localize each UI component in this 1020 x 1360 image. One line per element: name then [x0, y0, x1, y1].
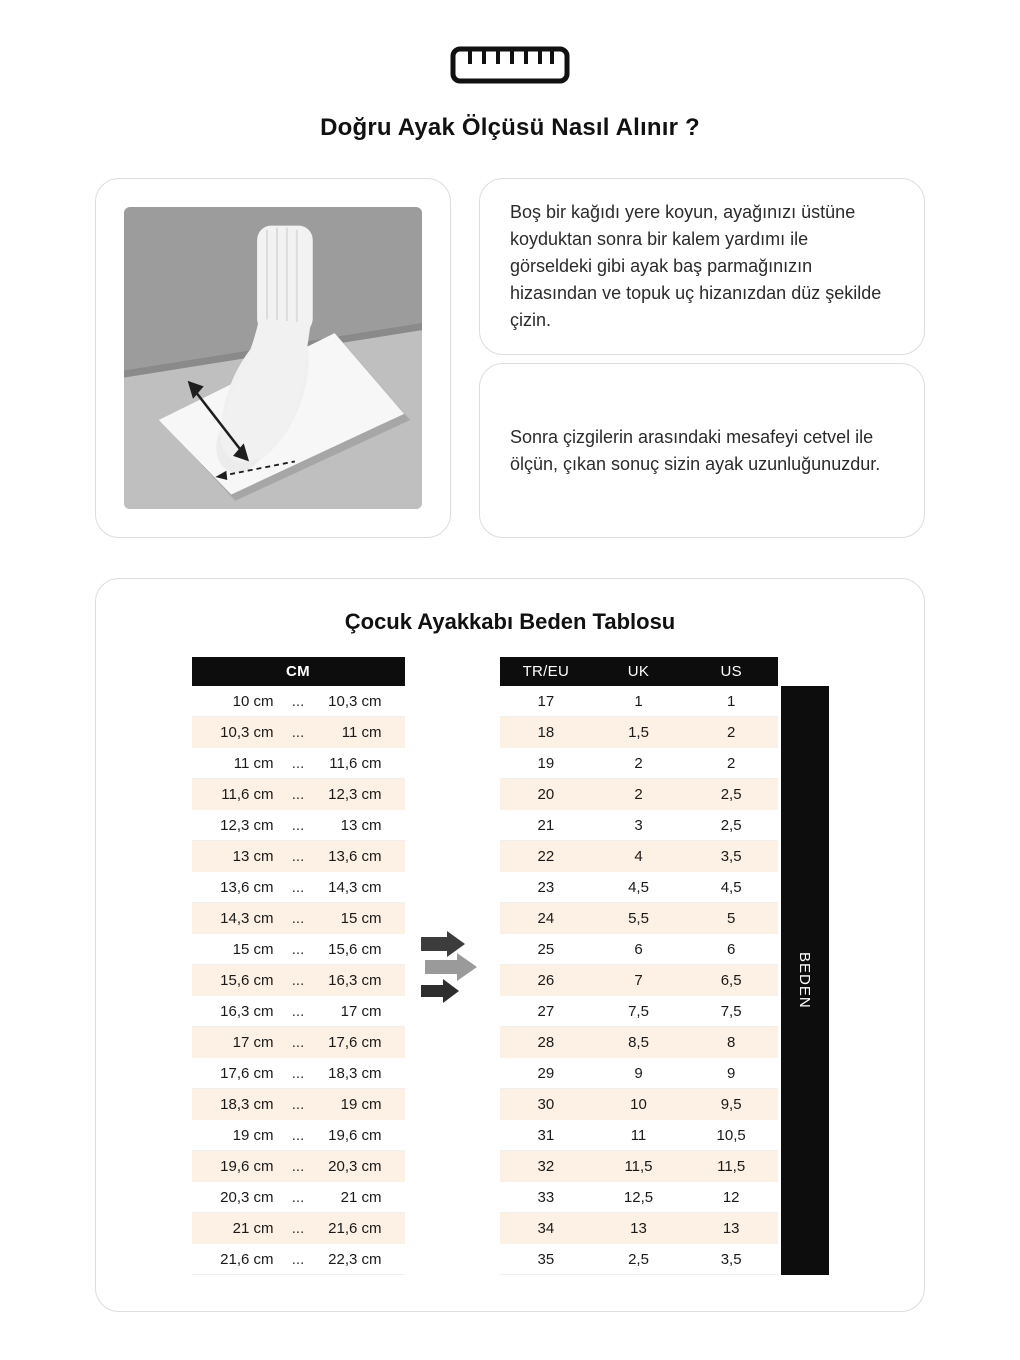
cm-table-row: 19 cm ... 19,6 cm: [192, 1120, 405, 1151]
header-us: US: [720, 663, 742, 680]
cm-table-header: CM: [192, 657, 405, 686]
size-table-row: 21 3 2,5: [500, 810, 778, 841]
beden-bar: [781, 686, 829, 1275]
size-table-row: 24 5,5 5: [500, 903, 778, 934]
size-table-rows: [500, 686, 778, 1275]
size-table-row: 32 11,5 11,5: [500, 1151, 778, 1182]
size-table-row: 17 1 1: [500, 686, 778, 717]
cm-table-row: 15 cm ... 15,6 cm: [192, 934, 405, 965]
size-table-row: 19 2 2: [500, 748, 778, 779]
photo-card: [95, 178, 451, 538]
cm-table-row: 20,3 cm ... 21 cm: [192, 1182, 405, 1213]
size-table-row: 25 6 6: [500, 934, 778, 965]
cm-table-row: 12,3 cm ... 13 cm: [192, 810, 405, 841]
size-table-card: [95, 578, 925, 1312]
size-table-row: 31 11 10,5: [500, 1120, 778, 1151]
size-table-row: 18 1,5 2: [500, 717, 778, 748]
size-table-row: 22 4 3,5: [500, 841, 778, 872]
size-table-title: Çocuk Ayakkabı Beden Tablosu: [344, 609, 676, 634]
size-table-row: 34 13 13: [500, 1213, 778, 1244]
size-table: [500, 657, 778, 1275]
cm-table-row: 13,6 cm ... 14,3 cm: [192, 872, 405, 903]
cm-table-rows: [192, 686, 405, 1275]
size-table-row: 33 12,5 12: [500, 1182, 778, 1213]
cm-table-row: 19,6 cm ... 20,3 cm: [192, 1151, 405, 1182]
size-table-row: 28 8,5 8: [500, 1027, 778, 1058]
header-uk: UK: [627, 663, 650, 680]
ruler-icon: [0, 0, 1020, 84]
instruction-step-2: Sonra çizgilerin arasındaki mesafeyi cetvel ile ölçün, çıkan sonuç sizin ayak uzunluğunuzdur.: [510, 426, 881, 474]
cm-table-row: 13 cm ... 13,6 cm: [192, 841, 405, 872]
cm-table-row: 11,6 cm ... 12,3 cm: [192, 779, 405, 810]
size-table-row: 35 2,5 3,5: [500, 1244, 778, 1275]
instruction-cards: [479, 178, 925, 538]
size-tables-row: [96, 657, 924, 1275]
size-table-row: 30 10 9,5: [500, 1089, 778, 1120]
size-table-header: [500, 657, 778, 686]
cm-table-row: 10 cm ... 10,3 cm: [192, 686, 405, 717]
cm-table-row: 17 cm ... 17,6 cm: [192, 1027, 405, 1058]
cm-table-row: 18,3 cm ... 19 cm: [192, 1089, 405, 1120]
measurement-instructions-section: [95, 178, 925, 538]
size-table-row: 27 7,5 7,5: [500, 996, 778, 1027]
cm-table-row: 16,3 cm ... 17 cm: [192, 996, 405, 1027]
beden-label: BEDEN: [796, 952, 813, 1009]
arrows-right-icon: [405, 657, 500, 1275]
cm-table-row: 21 cm ... 21,6 cm: [192, 1213, 405, 1244]
cm-table-row: 11 cm ... 11,6 cm: [192, 748, 405, 779]
header-tr-eu: TR/EU: [522, 663, 570, 680]
cm-table-row: 14,3 cm ... 15 cm: [192, 903, 405, 934]
size-table-row: 29 9 9: [500, 1058, 778, 1089]
size-table-row: 20 2 2,5: [500, 779, 778, 810]
cm-table: [192, 657, 405, 1275]
foot-measurement-photo: [124, 207, 422, 509]
instruction-step-1: Boş bir kağıdı yere koyun, ayağınızı üstüne koyduktan sonra bir kalem yardımı ile görseldeki gibi ayak baş parmağınızın hizasından ve topuk uç hizanızdan düz şekilde çizin.: [510, 202, 882, 330]
size-table-row: 23 4,5 4,5: [500, 872, 778, 903]
instruction-card-1: [479, 178, 925, 355]
cm-table-row: 21,6 cm ... 22,3 cm: [192, 1244, 405, 1275]
size-table-row: 26 7 6,5: [500, 965, 778, 996]
cm-table-row: 10,3 cm ... 11 cm: [192, 717, 405, 748]
page-title: Doğru Ayak Ölçüsü Nasıl Alınır ?: [320, 114, 700, 141]
cm-table-row: 15,6 cm ... 16,3 cm: [192, 965, 405, 996]
cm-table-row: 17,6 cm ... 18,3 cm: [192, 1058, 405, 1089]
instruction-card-2: [479, 363, 925, 538]
